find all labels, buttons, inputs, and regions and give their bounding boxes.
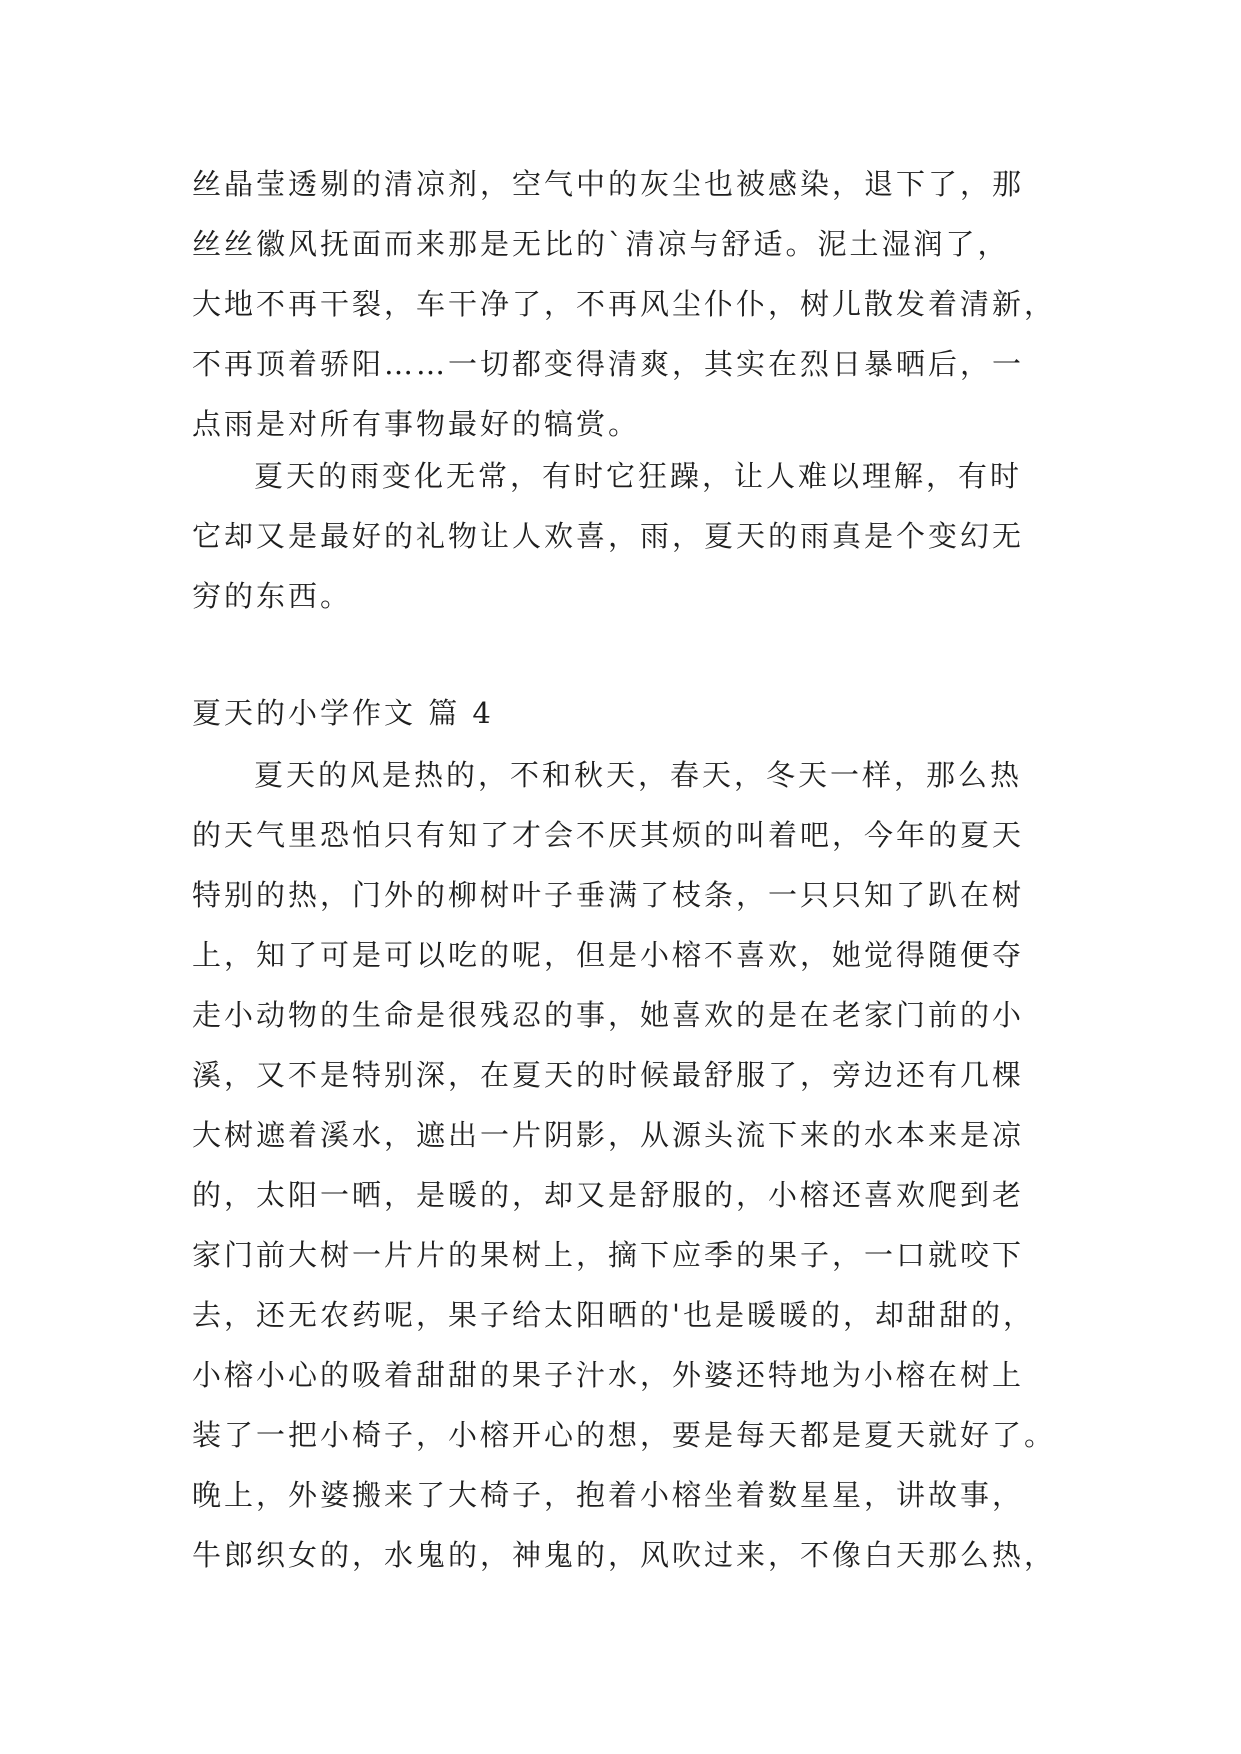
text-line: 夏天的风是热的，不和秋天，春天，冬天一样，那么热 xyxy=(254,758,1023,792)
text-line: 的，太阳一晒，是暖的，却又是舒服的，小榕还喜欢爬到老 xyxy=(192,1178,1025,1212)
text-line: 大地不再干裂，车干净了，不再风尘仆仆，树儿散发着清新， xyxy=(192,287,1057,321)
text-line: 家门前大树一片片的果树上，摘下应季的果子，一口就咬下 xyxy=(192,1238,1025,1272)
paragraph-2 xyxy=(192,446,1052,626)
paragraph-1 xyxy=(192,154,1057,454)
text-line: 穷的东西。 xyxy=(192,579,353,613)
text-line: 装了一把小椅子，小榕开心的想，要是每天都是夏天就好了。 xyxy=(192,1418,1057,1452)
text-line: 上，知了可是可以吃的呢，但是小榕不喜欢，她觉得随便夺 xyxy=(192,938,1025,972)
text-line: 晚上，外婆搬来了大椅子，抱着小榕坐着数星星，讲故事， xyxy=(192,1478,1025,1512)
text-line: 点雨是对所有事物最好的犒赏。 xyxy=(192,407,641,441)
text-line: 特别的热，门外的柳树叶子垂满了枝条，一只只知了趴在树 xyxy=(192,878,1025,912)
text-line: 的天气里恐怕只有知了才会不厌其烦的叫着吧，今年的夏天 xyxy=(192,818,1025,852)
paragraph-3 xyxy=(192,745,1057,1585)
heading-text: 夏天的小学作文 篇 4 xyxy=(192,696,494,730)
text-line: 丝丝徽风抚面而来那是无比的`清凉与舒适。泥土湿润了， xyxy=(192,227,1010,261)
text-line: 牛郎织女的，水鬼的，神鬼的，风吹过来，不像白天那么热， xyxy=(192,1538,1057,1572)
text-line: 夏天的雨变化无常，有时它狂躁，让人难以理解，有时 xyxy=(254,459,1023,493)
text-line: 溪，又不是特别深，在夏天的时候最舒服了，旁边还有几棵 xyxy=(192,1058,1025,1092)
text-line: 不再顶着骄阳……一切都变得清爽，其实在烈日暴晒后，一 xyxy=(192,347,1025,381)
text-line: 大树遮着溪水，遮出一片阴影，从源头流下来的水本来是凉 xyxy=(192,1118,1025,1152)
text-line: 小榕小心的吸着甜甜的果子汁水，外婆还特地为小榕在树上 xyxy=(192,1358,1025,1392)
text-line: 它却又是最好的礼物让人欢喜，雨，夏天的雨真是个变幻无 xyxy=(192,519,1025,553)
section-heading xyxy=(192,683,1052,743)
text-line: 走小动物的生命是很残忍的事，她喜欢的是在老家门前的小 xyxy=(192,998,1025,1032)
text-line: 去，还无农药呢，果子给太阳晒的'也是暖暖的，却甜甜的， xyxy=(192,1298,1035,1332)
text-line: 丝晶莹透剔的清凉剂，空气中的灰尘也被感染，退下了，那 xyxy=(192,167,1025,201)
